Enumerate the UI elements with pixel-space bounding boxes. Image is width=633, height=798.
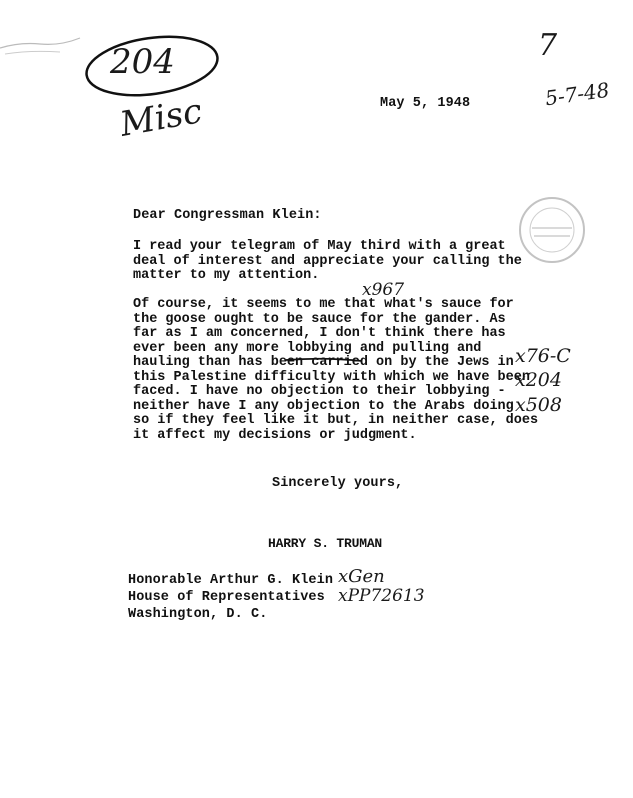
salutation: Dear Congressman Klein: (133, 208, 322, 223)
closing: Sincerely yours, (272, 476, 404, 491)
x204-annotation: x204 (515, 369, 562, 391)
received-stamp (512, 190, 592, 270)
lobbying-underline (284, 356, 364, 364)
paragraph-1-line: deal of interest and appreciate your calling the (133, 253, 522, 269)
paragraph-2-line: it affect my decisions or judgment. (133, 427, 417, 443)
letter-date: May 5, 1948 (380, 96, 471, 111)
paragraph-2-line: the goose ought to be sauce for the gander. As (133, 311, 506, 327)
top-right-number: 7 (538, 28, 558, 63)
paragraph-1 (133, 239, 522, 284)
x508-annotation: x508 (515, 394, 562, 416)
paragraph-2-line: so if they feel like it but, in neither case, does (133, 413, 539, 428)
recipient-line-2: House of Representatives (128, 590, 325, 605)
paragraph-2-line: far as I am concerned, I don't think there has (133, 326, 506, 341)
xpp-annotation: xPP72613 (338, 586, 425, 606)
misc-annotation: Misc (117, 91, 206, 145)
circled-number: 204 (110, 42, 175, 82)
paragraph-2-line: ever been any more lobbying and pulling and (133, 340, 482, 356)
paragraph-2-line: neither have I any objection to the Arabs doing (133, 398, 514, 414)
recipient-line-3: Washington, D. C. (128, 607, 268, 622)
paragraph-2-line: Of course, it seems to me that what's sauce for (133, 297, 514, 312)
x76c-annotation: x76-C (515, 345, 571, 367)
paragraph-2-line: this Palestine difficulty with which we have been (133, 369, 530, 385)
top-right-date: 5-7-48 (543, 77, 611, 111)
paragraph-1-line: matter to my attention. (133, 268, 320, 283)
paragraph-2-line: faced. I have no objection to their lobbying - (133, 384, 506, 399)
xgen-annotation: xGen (338, 566, 385, 587)
x967-annotation: x967 (362, 280, 405, 300)
signature-name: HARRY S. TRUMAN (268, 536, 383, 551)
paragraph-2-line: hauling than has been carried on by the Jews in (133, 355, 514, 370)
paragraph-1-line: I read your telegram of May third with a great (133, 239, 506, 254)
recipient-line-1: Honorable Arthur G. Klein (128, 573, 334, 588)
